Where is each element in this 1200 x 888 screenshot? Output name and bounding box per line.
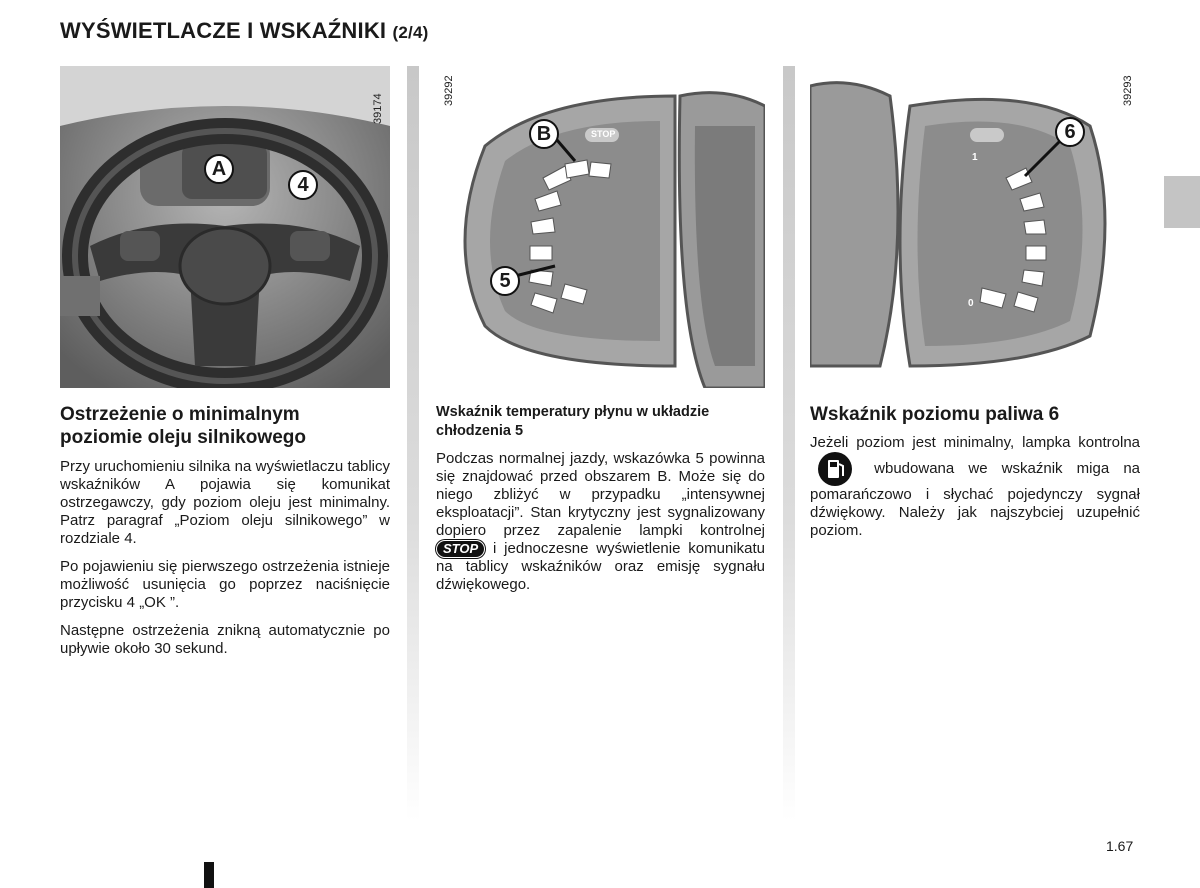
- steering-wheel-illustration: [60, 66, 390, 388]
- temperature-gauge-drawing: [425, 66, 765, 388]
- callout-a: A: [204, 154, 234, 184]
- figure-ref-number: 39292: [443, 75, 455, 106]
- chapter-tab: [1164, 176, 1200, 228]
- paragraph-text: wbudowana we wskaźnik miga na pomarańczowo i słychać pojedynczy sygnał dźwiękowy. Należy jak najszybciej uzupełnić poziom.: [810, 459, 1141, 539]
- temperature-gauge-illustration: [425, 66, 765, 388]
- section-heading-oil: [60, 403, 390, 449]
- fuel-gauge-illustration: [810, 66, 1140, 388]
- paragraph: Przy uruchomieniu silnika na wyświetlaczu tablicy wskaźników A pojawia się komunikat ostrzegawczy, gdy poziom oleju jest minimalny. Patrz paragraf „Poziom oleju silnikowego” w rozdziale 4.: [60, 458, 390, 547]
- callout-6: 6: [1055, 117, 1085, 147]
- paragraph-text: Podczas normalnej jazdy, wskazówka 5 powinna się znajdować przed obszarem B. Może się do niego zbliżyć w przypadku „intensywnej eksploatacji”. Stan krytyczny jest sygnalizowany dopiero przez zapalenie lampki kontrolnej: [436, 450, 765, 539]
- stop-lamp-label: STOP: [591, 129, 616, 139]
- fuel-scale-full: 1: [972, 152, 978, 163]
- paragraph: [810, 434, 1140, 540]
- heading-line: poziomie oleju silnikowego: [60, 427, 306, 448]
- heading-line: Ostrzeżenie o minimalnym: [60, 404, 300, 425]
- callout-5: 5: [490, 266, 520, 296]
- page-title-text: WYŚWIETLACZE I WSKAŹNIKI: [60, 18, 387, 43]
- stop-warning-icon: STOP: [436, 540, 485, 558]
- callout-b: B: [529, 119, 559, 149]
- steering-wheel-drawing: [60, 66, 390, 388]
- crop-mark: [204, 862, 214, 888]
- section-heading-coolant: Wskaźnik temperatury płynu w układzie chłodzenia 5: [436, 404, 710, 439]
- paragraph-text: i jednoczesne wyświetlenie komunikatu na tablicy wskaźników oraz emisję sygnału dźwiękowego.: [436, 540, 765, 594]
- figure-ref-number: 39174: [372, 93, 384, 124]
- fuel-pump-icon: [818, 452, 852, 486]
- figure-ref-number: 39293: [1122, 75, 1134, 106]
- page-number: 1.67: [1106, 838, 1134, 854]
- column-divider: [783, 66, 795, 821]
- paragraph: [436, 450, 765, 594]
- column-divider: [407, 66, 419, 821]
- page-title: [60, 18, 429, 44]
- section-heading-fuel: Wskaźnik poziomu paliwa 6: [810, 404, 1060, 425]
- fuel-gauge-drawing: [810, 66, 1140, 388]
- page-title-part: (2/4): [392, 23, 429, 42]
- paragraph: Po pojawieniu się pierwszego ostrzeżenia istnieje możliwość usunięcia go poprzez naciśnięcie przycisku 4 „OK ”.: [60, 558, 390, 611]
- oil-warning-text: [60, 458, 390, 668]
- fuel-scale-empty: 0: [968, 298, 974, 309]
- callout-4: 4: [288, 170, 318, 200]
- paragraph-text: Jeżeli poziom jest minimalny, lampka kontrolna: [810, 434, 1140, 451]
- paragraph: Następne ostrzeżenia znikną automatycznie po upływie około 30 sekund.: [60, 622, 390, 657]
- coolant-gauge-text: [436, 450, 765, 604]
- fuel-gauge-text: [810, 434, 1140, 550]
